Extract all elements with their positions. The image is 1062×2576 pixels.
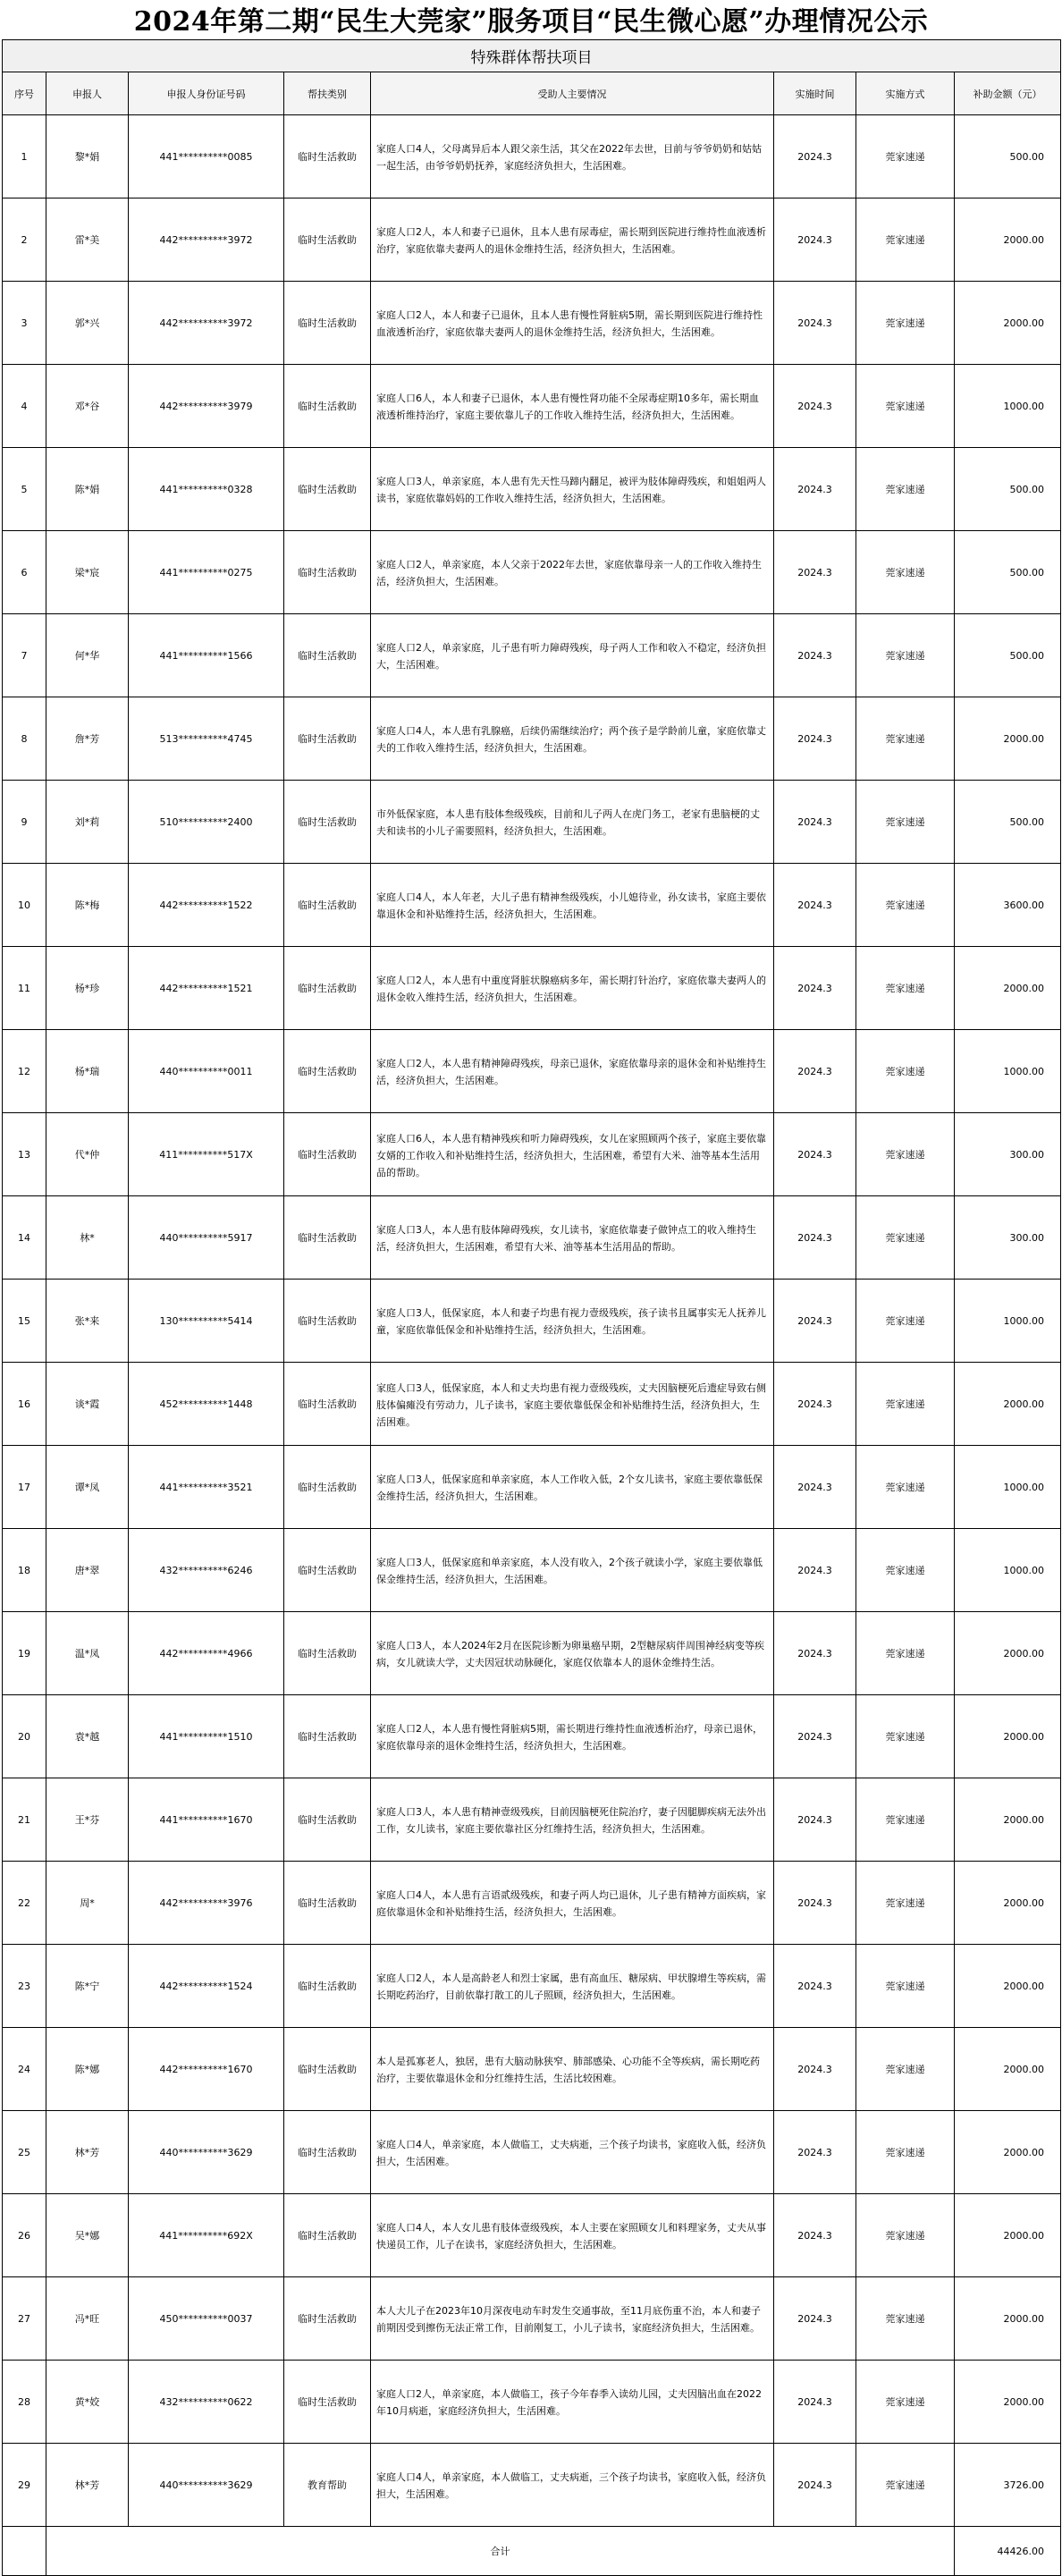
table-row: [3, 1113, 1061, 1196]
cell-method: 莞家速递: [856, 365, 955, 448]
cell-id-number: 442**********1522: [129, 864, 284, 947]
cell-time: 2024.3: [774, 1280, 856, 1363]
cell-applicant: 郭*兴: [46, 282, 129, 365]
cell-time: 2024.3: [774, 697, 856, 781]
cell-time: 2024.3: [774, 781, 856, 864]
cell-time: 2024.3: [774, 365, 856, 448]
header-method: 实施方式: [856, 72, 955, 115]
cell-time: 2024.3: [774, 531, 856, 614]
cell-time: 2024.3: [774, 1695, 856, 1778]
cell-method: 莞家速递: [856, 1695, 955, 1778]
cell-applicant: 黄*姣: [46, 2361, 129, 2444]
table-row: [3, 1529, 1061, 1612]
cell-id-number: 510**********2400: [129, 781, 284, 864]
cell-time: 2024.3: [774, 1196, 856, 1280]
cell-no: 25: [3, 2111, 46, 2194]
cell-amount: 1000.00: [955, 1030, 1061, 1113]
table-subtitle: 特殊群体帮扶项目: [3, 40, 1061, 72]
table-row: [3, 282, 1061, 365]
cell-id-number: 442**********3972: [129, 198, 284, 282]
cell-time: 2024.3: [774, 448, 856, 531]
table-row: [3, 1778, 1061, 1862]
cell-method: 莞家速递: [856, 1363, 955, 1446]
cell-applicant: 杨*瑞: [46, 1030, 129, 1113]
cell-id-number: 440**********3629: [129, 2111, 284, 2194]
header-situation: 受助人主要情况: [371, 72, 774, 115]
cell-no: 4: [3, 365, 46, 448]
cell-amount: 1000.00: [955, 365, 1061, 448]
cell-id-number: 441**********692X: [129, 2194, 284, 2277]
cell-no: 22: [3, 1862, 46, 1945]
cell-id-number: 513**********4745: [129, 697, 284, 781]
cell-situation: 家庭人口4人，本人女儿患有肢体壹级残疾，本人主要在家照顾女儿和料理家务，丈夫从事快递员工作，儿子在读书，家庭经济负担大，生活困难。: [371, 2194, 774, 2277]
cell-method: 莞家速递: [856, 781, 955, 864]
cell-amount: 2000.00: [955, 1945, 1061, 2028]
header-time: 实施时间: [774, 72, 856, 115]
cell-id-number: 411**********517X: [129, 1113, 284, 1196]
cell-category: 临时生活救助: [284, 1363, 371, 1446]
cell-applicant: 刘*莉: [46, 781, 129, 864]
cell-category: 教育帮助: [284, 2444, 371, 2527]
assistance-table: [2, 39, 1061, 2576]
cell-situation: 家庭人口4人，单亲家庭，本人做临工，丈夫病逝，三个孩子均读书，家庭收入低，经济负担大，生活困难。: [371, 2444, 774, 2527]
cell-id-number: 440**********5917: [129, 1196, 284, 1280]
cell-situation: 家庭人口2人，单亲家庭，儿子患有听力障碍残疾，母子两人工作和收入不稳定，经济负担大，生活困难。: [371, 614, 774, 697]
cell-id-number: 442**********3979: [129, 365, 284, 448]
cell-category: 临时生活救助: [284, 1030, 371, 1113]
cell-no: 3: [3, 282, 46, 365]
cell-applicant: 林*芳: [46, 2444, 129, 2527]
table-row: [3, 365, 1061, 448]
cell-method: 莞家速递: [856, 115, 955, 198]
cell-method: 莞家速递: [856, 2111, 955, 2194]
cell-amount: 2000.00: [955, 1363, 1061, 1446]
cell-situation: 家庭人口4人，父母离异后本人跟父亲生活，其父在2022年去世，目前与爷爷奶奶和姑姑一起生活，由爷爷奶奶抚养，家庭经济负担大，生活困难。: [371, 115, 774, 198]
cell-amount: 2000.00: [955, 198, 1061, 282]
cell-time: 2024.3: [774, 1363, 856, 1446]
cell-no: 7: [3, 614, 46, 697]
table-row: [3, 1862, 1061, 1945]
cell-category: 临时生活救助: [284, 2277, 371, 2361]
cell-no: 2: [3, 198, 46, 282]
table-header-row: [3, 72, 1061, 115]
cell-method: 莞家速递: [856, 2277, 955, 2361]
table-row: [3, 864, 1061, 947]
cell-method: 莞家速递: [856, 1612, 955, 1695]
cell-time: 2024.3: [774, 864, 856, 947]
cell-no: 10: [3, 864, 46, 947]
cell-situation: 家庭人口2人，本人是高龄老人和烈士家属，患有高血压、糖尿病、甲状腺增生等疾病，需长期吃药治疗，目前依靠打散工的儿子照顾，经济负担大，生活困难。: [371, 1945, 774, 2028]
cell-method: 莞家速递: [856, 282, 955, 365]
cell-no: 16: [3, 1363, 46, 1446]
cell-amount: 1000.00: [955, 1280, 1061, 1363]
cell-id-number: 441**********3521: [129, 1446, 284, 1529]
cell-amount: 500.00: [955, 781, 1061, 864]
cell-id-number: 441**********0275: [129, 531, 284, 614]
cell-amount: 2000.00: [955, 1862, 1061, 1945]
header-id-number: 申报人身份证号码: [129, 72, 284, 115]
table-row: [3, 947, 1061, 1030]
cell-id-number: 441**********1566: [129, 614, 284, 697]
cell-no: 24: [3, 2028, 46, 2111]
cell-situation: 家庭人口2人，单亲家庭，本人父亲于2022年去世，家庭依靠母亲一人的工作收入维持生活，经济负担大，生活困难。: [371, 531, 774, 614]
header-amount: 补助金额（元）: [955, 72, 1061, 115]
cell-id-number: 432**********0622: [129, 2361, 284, 2444]
cell-no: 21: [3, 1778, 46, 1862]
cell-amount: 2000.00: [955, 1778, 1061, 1862]
cell-situation: 家庭人口3人，低保家庭和单亲家庭，本人没有收入，2个孩子就读小学，家庭主要依靠低保金维持生活，经济负担大，生活困难。: [371, 1529, 774, 1612]
cell-id-number: 442**********1524: [129, 1945, 284, 2028]
header-applicant: 申报人: [46, 72, 129, 115]
cell-time: 2024.3: [774, 1862, 856, 1945]
cell-id-number: 442**********3976: [129, 1862, 284, 1945]
cell-amount: 2000.00: [955, 697, 1061, 781]
cell-applicant: 王*芬: [46, 1778, 129, 1862]
table-row: [3, 531, 1061, 614]
table-row: [3, 115, 1061, 198]
cell-situation: 家庭人口6人，本人和妻子已退休，本人患有慢性肾功能不全尿毒症期10多年，需长期血液透析维持治疗，家庭主要依靠儿子的工作收入维持生活，经济负担大，生活困难。: [371, 365, 774, 448]
cell-category: 临时生活救助: [284, 614, 371, 697]
cell-id-number: 441**********0328: [129, 448, 284, 531]
cell-time: 2024.3: [774, 2028, 856, 2111]
cell-applicant: 周*: [46, 1862, 129, 1945]
cell-applicant: 雷*美: [46, 198, 129, 282]
table-row: [3, 2194, 1061, 2277]
cell-id-number: 432**********6246: [129, 1529, 284, 1612]
cell-applicant: 林*: [46, 1196, 129, 1280]
cell-id-number: 442**********4966: [129, 1612, 284, 1695]
cell-id-number: 441**********1670: [129, 1778, 284, 1862]
cell-method: 莞家速递: [856, 2194, 955, 2277]
cell-no: 18: [3, 1529, 46, 1612]
cell-no: 27: [3, 2277, 46, 2361]
cell-category: 临时生活救助: [284, 864, 371, 947]
page-title: 2024年第二期“民生大莞家”服务项目“民生微心愿”办理情况公示: [133, 6, 929, 38]
cell-situation: 家庭人口3人，低保家庭，本人和丈夫均患有视力壹级残疾，丈夫因脑梗死后遗症导致右侧肢体偏瘫没有劳动力，儿子读书，家庭主要依靠低保金和补贴维持生活，经济负担大，生活困难。: [371, 1363, 774, 1446]
cell-time: 2024.3: [774, 282, 856, 365]
cell-no: 6: [3, 531, 46, 614]
cell-amount: 3600.00: [955, 864, 1061, 947]
cell-category: 临时生活救助: [284, 1280, 371, 1363]
cell-time: 2024.3: [774, 614, 856, 697]
cell-situation: 家庭人口2人，本人患有中重度肾脏状腺癌病多年，需长期打针治疗，家庭依靠夫妻两人的退休金收入维持生活，经济负担大，生活困难。: [371, 947, 774, 1030]
cell-method: 莞家速递: [856, 1862, 955, 1945]
cell-applicant: 陈*宁: [46, 1945, 129, 2028]
cell-no: 1: [3, 115, 46, 198]
cell-applicant: 代*仲: [46, 1113, 129, 1196]
cell-applicant: 张*来: [46, 1280, 129, 1363]
cell-applicant: 袁*越: [46, 1695, 129, 1778]
cell-situation: 家庭人口4人，本人患有乳腺癌，后续仍需继续治疗；两个孩子是学龄前儿童，家庭依靠丈夫的工作收入维持生活，经济负担大，生活困难。: [371, 697, 774, 781]
cell-applicant: 陈*梅: [46, 864, 129, 947]
cell-method: 莞家速递: [856, 697, 955, 781]
cell-amount: 1000.00: [955, 1529, 1061, 1612]
cell-no: 20: [3, 1695, 46, 1778]
cell-category: 临时生活救助: [284, 1446, 371, 1529]
cell-amount: 300.00: [955, 1113, 1061, 1196]
cell-amount: 2000.00: [955, 2194, 1061, 2277]
total-row: [3, 2527, 1061, 2576]
cell-situation: 家庭人口4人，单亲家庭，本人做临工，丈夫病逝，三个孩子均读书，家庭收入低，经济负担大，生活困难。: [371, 2111, 774, 2194]
cell-applicant: 詹*芳: [46, 697, 129, 781]
cell-method: 莞家速递: [856, 1945, 955, 2028]
cell-amount: 3726.00: [955, 2444, 1061, 2527]
cell-id-number: 440**********3629: [129, 2444, 284, 2527]
cell-category: 临时生活救助: [284, 697, 371, 781]
cell-applicant: 陈*娜: [46, 2028, 129, 2111]
cell-id-number: 441**********1510: [129, 1695, 284, 1778]
cell-situation: 家庭人口4人，本人年老，大儿子患有精神叁级残疾，小儿媳待业，孙女读书，家庭主要依靠退休金和补贴维持生活，经济负担大，生活困难。: [371, 864, 774, 947]
cell-no: 19: [3, 1612, 46, 1695]
cell-amount: 2000.00: [955, 282, 1061, 365]
cell-no: 15: [3, 1280, 46, 1363]
cell-situation: 家庭人口3人，单亲家庭，本人患有先天性马蹄内翻足，被评为肢体障碍残疾，和姐姐两人读书，家庭依靠妈妈的工作收入维持生活，经济负担大，生活困难。: [371, 448, 774, 531]
table-row: [3, 1612, 1061, 1695]
cell-category: 临时生活救助: [284, 2361, 371, 2444]
cell-amount: 2000.00: [955, 2361, 1061, 2444]
cell-amount: 300.00: [955, 1196, 1061, 1280]
cell-category: 临时生活救助: [284, 365, 371, 448]
cell-method: 莞家速递: [856, 1529, 955, 1612]
table-row: [3, 1945, 1061, 2028]
cell-category: 临时生活救助: [284, 1612, 371, 1695]
cell-id-number: 440**********0011: [129, 1030, 284, 1113]
cell-time: 2024.3: [774, 198, 856, 282]
cell-amount: 2000.00: [955, 947, 1061, 1030]
cell-applicant: 梁*宸: [46, 531, 129, 614]
cell-id-number: 442**********3972: [129, 282, 284, 365]
cell-method: 莞家速递: [856, 1030, 955, 1113]
cell-applicant: 邓*谷: [46, 365, 129, 448]
cell-amount: 500.00: [955, 614, 1061, 697]
cell-method: 莞家速递: [856, 1446, 955, 1529]
cell-applicant: 杨*珍: [46, 947, 129, 1030]
cell-situation: 家庭人口2人，本人患有慢性肾脏病5期，需长期进行维持性血液透析治疗，母亲已退休，家庭依靠母亲的退休金维持生活，经济负担大，生活困难。: [371, 1695, 774, 1778]
cell-id-number: 450**********0037: [129, 2277, 284, 2361]
table-row: [3, 697, 1061, 781]
cell-category: 临时生活救助: [284, 2111, 371, 2194]
cell-category: 临时生活救助: [284, 531, 371, 614]
cell-method: 莞家速递: [856, 864, 955, 947]
cell-no: 8: [3, 697, 46, 781]
header-category: 帮扶类别: [284, 72, 371, 115]
header-no: 序号: [3, 72, 46, 115]
cell-method: 莞家速递: [856, 2361, 955, 2444]
total-blank-cell: [3, 2527, 46, 2576]
cell-no: 26: [3, 2194, 46, 2277]
cell-applicant: 谭*凤: [46, 1446, 129, 1529]
cell-applicant: 吴*娜: [46, 2194, 129, 2277]
cell-time: 2024.3: [774, 1446, 856, 1529]
total-amount: 44426.00: [955, 2527, 1061, 2576]
cell-amount: 500.00: [955, 115, 1061, 198]
cell-amount: 2000.00: [955, 2028, 1061, 2111]
table-row: [3, 1280, 1061, 1363]
cell-applicant: 何*华: [46, 614, 129, 697]
cell-method: 莞家速递: [856, 198, 955, 282]
cell-time: 2024.3: [774, 1113, 856, 1196]
cell-situation: 家庭人口2人，本人患有精神障碍残疾，母亲已退休，家庭依靠母亲的退休金和补贴维持生活，经济负担大，生活困难。: [371, 1030, 774, 1113]
cell-situation: 家庭人口4人，本人患有言语贰级残疾，和妻子两人均已退休，儿子患有精神方面疾病，家庭依靠退休金和补贴维持生活，经济负担大，生活困难。: [371, 1862, 774, 1945]
cell-category: 临时生活救助: [284, 2028, 371, 2111]
cell-no: 17: [3, 1446, 46, 1529]
cell-method: 莞家速递: [856, 2444, 955, 2527]
cell-category: 临时生活救助: [284, 1778, 371, 1862]
cell-no: 28: [3, 2361, 46, 2444]
cell-amount: 2000.00: [955, 1612, 1061, 1695]
cell-method: 莞家速递: [856, 947, 955, 1030]
cell-category: 临时生活救助: [284, 1695, 371, 1778]
table-row: [3, 1446, 1061, 1529]
cell-amount: 2000.00: [955, 2111, 1061, 2194]
cell-method: 莞家速递: [856, 2028, 955, 2111]
table-row: [3, 2444, 1061, 2527]
cell-category: 临时生活救助: [284, 448, 371, 531]
cell-id-number: 130**********5414: [129, 1280, 284, 1363]
cell-no: 11: [3, 947, 46, 1030]
cell-no: 29: [3, 2444, 46, 2527]
cell-no: 23: [3, 1945, 46, 2028]
total-label: 合计: [46, 2527, 955, 2576]
cell-time: 2024.3: [774, 1778, 856, 1862]
cell-situation: 家庭人口3人，低保家庭，本人和妻子均患有视力壹级残疾，孩子读书且属事实无人抚养儿童，家庭依靠低保金和补贴维持生活，经济负担大，生活困难。: [371, 1280, 774, 1363]
cell-time: 2024.3: [774, 1030, 856, 1113]
cell-situation: 家庭人口2人，本人和妻子已退休，且本人患有尿毒症，需长期到医院进行维持性血液透析治疗，家庭依靠夫妻两人的退休金维持生活，经济负担大，生活困难。: [371, 198, 774, 282]
cell-situation: 家庭人口6人，本人患有精神残疾和听力障碍残疾，女儿在家照顾两个孩子，家庭主要依靠女婿的工作收入和补贴维持生活，经济负担大，生活困难，希望有大米、油等基本生活用品的帮助。: [371, 1113, 774, 1196]
cell-no: 9: [3, 781, 46, 864]
table-row: [3, 1363, 1061, 1446]
cell-situation: 家庭人口3人，本人2024年2月在医院诊断为卵巢癌早期，2型糖尿病伴周围神经病变等疾病，女儿就读大学，丈夫因冠状动脉硬化，家庭仅依靠本人的退休金维持生活。: [371, 1612, 774, 1695]
cell-category: 临时生活救助: [284, 947, 371, 1030]
cell-method: 莞家速递: [856, 448, 955, 531]
cell-time: 2024.3: [774, 947, 856, 1030]
cell-time: 2024.3: [774, 1945, 856, 2028]
cell-id-number: 452**********1448: [129, 1363, 284, 1446]
cell-category: 临时生活救助: [284, 781, 371, 864]
table-row: [3, 198, 1061, 282]
cell-category: 临时生活救助: [284, 115, 371, 198]
table-row: [3, 614, 1061, 697]
cell-situation: 本人大儿子在2023年10月深夜电动车时发生交通事故，至11月底伤重不治，本人和妻子前期因受到擦伤无法正常工作，目前刚复工，小儿子读书，家庭经济负担大，生活困难。: [371, 2277, 774, 2361]
cell-situation: 本人是孤寡老人，独居，患有大脑动脉狭窄、肺部感染、心功能不全等疾病，需长期吃药治疗，主要依靠退休金和分红维持生活，生活比较困难。: [371, 2028, 774, 2111]
cell-id-number: 441**********0085: [129, 115, 284, 198]
cell-applicant: 黎*娟: [46, 115, 129, 198]
cell-no: 13: [3, 1113, 46, 1196]
table-row: [3, 1695, 1061, 1778]
cell-situation: 家庭人口2人，本人和妻子已退休，且本人患有慢性肾脏病5期，需长期到医院进行维持性血液透析治疗，家庭依靠夫妻两人的退休金维持生活，经济负担大，生活困难。: [371, 282, 774, 365]
cell-category: 临时生活救助: [284, 1113, 371, 1196]
cell-category: 临时生活救助: [284, 1529, 371, 1612]
cell-time: 2024.3: [774, 2277, 856, 2361]
cell-method: 莞家速递: [856, 1778, 955, 1862]
cell-category: 临时生活救助: [284, 198, 371, 282]
cell-category: 临时生活救助: [284, 1945, 371, 2028]
cell-applicant: 林*芳: [46, 2111, 129, 2194]
table-row: [3, 2028, 1061, 2111]
cell-amount: 500.00: [955, 448, 1061, 531]
cell-no: 14: [3, 1196, 46, 1280]
cell-no: 12: [3, 1030, 46, 1113]
table-row: [3, 448, 1061, 531]
cell-amount: 1000.00: [955, 1446, 1061, 1529]
cell-situation: 家庭人口2人，单亲家庭，本人做临工，孩子今年春季入读幼儿园，丈夫因脑出血在2022年10月病逝，家庭经济负担大，生活困难。: [371, 2361, 774, 2444]
cell-no: 5: [3, 448, 46, 531]
cell-method: 莞家速递: [856, 531, 955, 614]
cell-time: 2024.3: [774, 2444, 856, 2527]
cell-situation: 家庭人口3人，本人患有肢体障碍残疾，女儿读书，家庭依靠妻子做钟点工的收入维持生活，经济负担大，生活困难，希望有大米、油等基本生活用品的帮助。: [371, 1196, 774, 1280]
table-row: [3, 781, 1061, 864]
cell-category: 临时生活救助: [284, 1196, 371, 1280]
cell-situation: 家庭人口3人，低保家庭和单亲家庭，本人工作收入低，2个女儿读书，家庭主要依靠低保金维持生活，经济负担大，生活困难。: [371, 1446, 774, 1529]
cell-amount: 500.00: [955, 531, 1061, 614]
cell-time: 2024.3: [774, 1612, 856, 1695]
cell-time: 2024.3: [774, 1529, 856, 1612]
cell-amount: 2000.00: [955, 1695, 1061, 1778]
cell-applicant: 谈*霞: [46, 1363, 129, 1446]
cell-id-number: 442**********1521: [129, 947, 284, 1030]
table-row: [3, 2277, 1061, 2361]
cell-method: 莞家速递: [856, 1196, 955, 1280]
cell-situation: 市外低保家庭，本人患有肢体叁级残疾，目前和儿子两人在虎门务工，老家有患脑梗的丈夫和读书的小儿子需要照料，经济负担大，生活困难。: [371, 781, 774, 864]
table-row: [3, 2361, 1061, 2444]
cell-situation: 家庭人口3人，本人患有精神壹级残疾，目前因脑梗死住院治疗，妻子因腿脚疾病无法外出工作，女儿读书，家庭主要依靠社区分红维持生活，经济负担大，生活困难。: [371, 1778, 774, 1862]
cell-amount: 2000.00: [955, 2277, 1061, 2361]
cell-applicant: 温*凤: [46, 1612, 129, 1695]
cell-time: 2024.3: [774, 2194, 856, 2277]
cell-time: 2024.3: [774, 2361, 856, 2444]
cell-applicant: 唐*翠: [46, 1529, 129, 1612]
cell-time: 2024.3: [774, 115, 856, 198]
cell-category: 临时生活救助: [284, 1862, 371, 1945]
table-row: [3, 1196, 1061, 1280]
table-row: [3, 2111, 1061, 2194]
cell-category: 临时生活救助: [284, 2194, 371, 2277]
cell-category: 临时生活救助: [284, 282, 371, 365]
cell-method: 莞家速递: [856, 1280, 955, 1363]
table-subtitle-row: [3, 40, 1061, 72]
cell-method: 莞家速递: [856, 1113, 955, 1196]
cell-applicant: 陈*娟: [46, 448, 129, 531]
cell-method: 莞家速递: [856, 614, 955, 697]
cell-id-number: 442**********1670: [129, 2028, 284, 2111]
table-row: [3, 1030, 1061, 1113]
cell-applicant: 冯*旺: [46, 2277, 129, 2361]
cell-time: 2024.3: [774, 2111, 856, 2194]
